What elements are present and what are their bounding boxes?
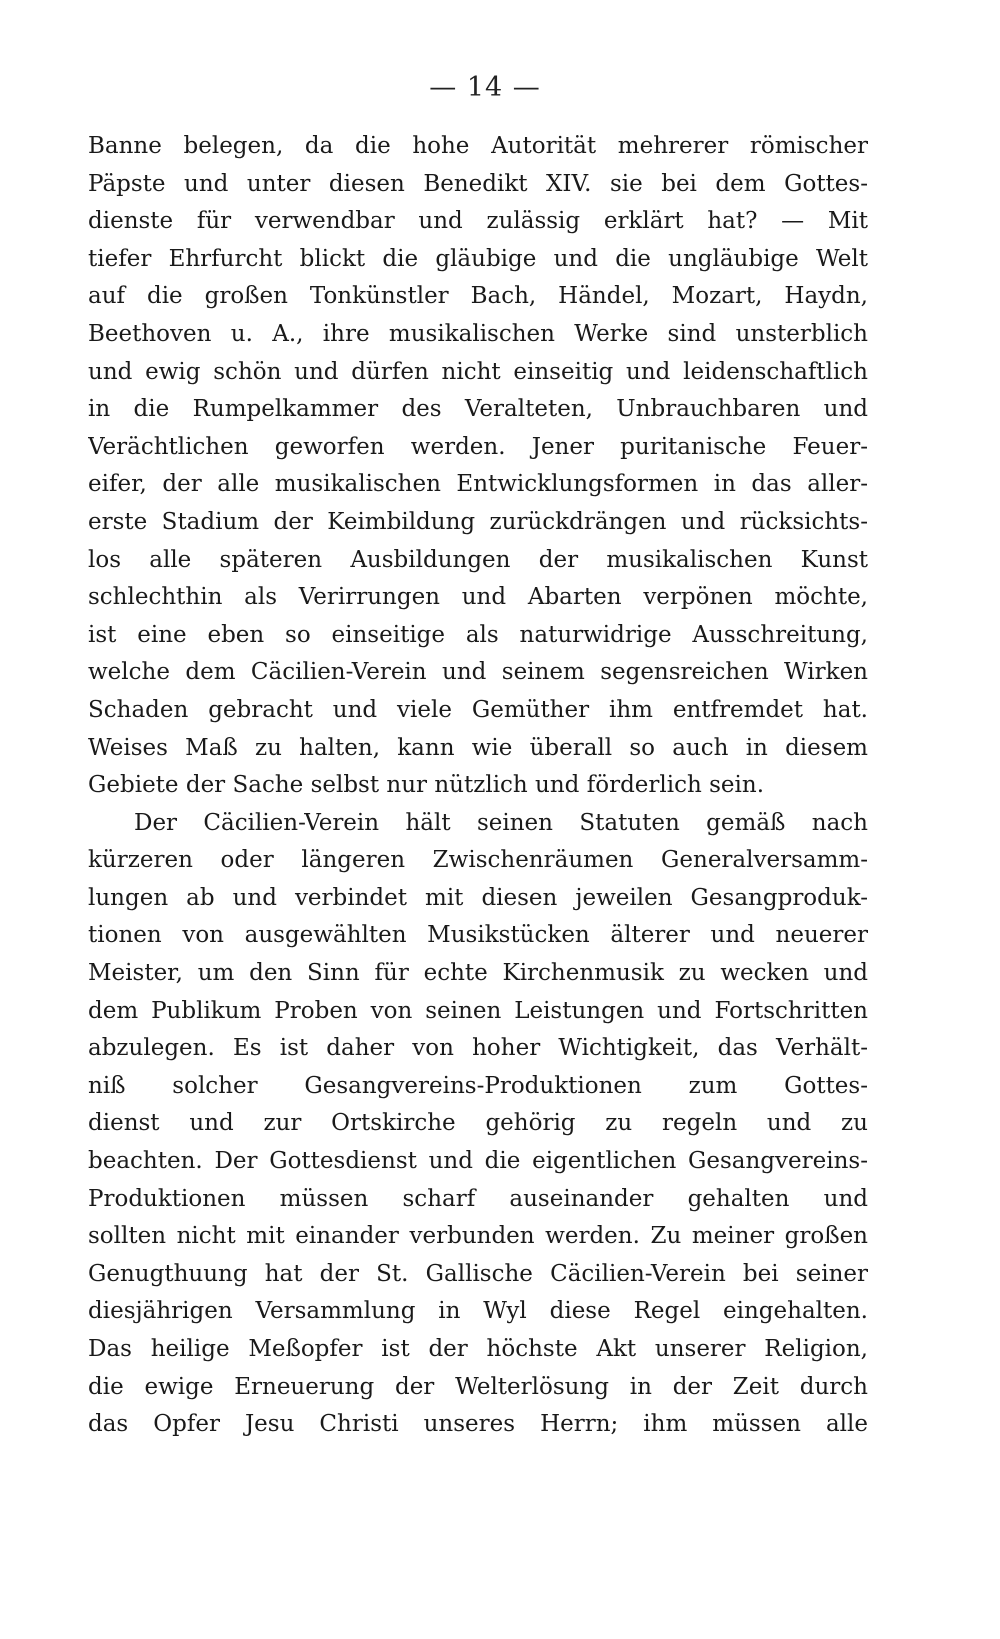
- text-line: ist eine eben so einseitige als naturwidrige Ausschreitung,: [88, 621, 868, 648]
- text-line: Schaden gebracht und viele Gemüther ihm entfremdet hat.: [88, 696, 868, 723]
- text-line: eifer, der alle musikalischen Entwicklungsformen in das aller-: [88, 471, 868, 498]
- text-line: Meister, um den Sinn für echte Kirchenmusik zu wecken und: [88, 960, 868, 987]
- body-text: [88, 128, 868, 1444]
- text-line: niß solcher Gesangvereins-Produktionen zum Gottes-: [88, 1072, 868, 1099]
- text-line: dienste für verwendbar und zulässig erklärt hat? — Mit: [88, 208, 868, 235]
- text-line: beachten. Der Gottesdienst und die eigentlichen Gesangvereins-: [88, 1148, 868, 1175]
- text-line: diesjährigen Versammlung in Wyl diese Regel eingehalten.: [88, 1298, 868, 1325]
- text-line: Päpste und unter diesen Benedikt XIV. sie bei dem Gottes-: [88, 170, 868, 197]
- text-line: lungen ab und verbindet mit diesen jeweilen Gesangproduk-: [88, 884, 868, 911]
- text-line: tionen von ausgewählten Musikstücken älterer und neuerer: [88, 922, 868, 949]
- page-number: — 14 —: [429, 72, 541, 103]
- text-line: tiefer Ehrfurcht blickt die gläubige und die ungläubige Welt: [88, 245, 868, 272]
- text-line: dem Publikum Proben von seinen Leistungen und Fortschritten: [88, 997, 868, 1024]
- text-line: Beethoven u. A., ihre musikalischen Werke sind unsterblich: [88, 320, 868, 347]
- text-line: Gebiete der Sache selbst nur nützlich und förderlich sein.: [88, 772, 765, 799]
- text-line: in die Rumpelkammer des Veralteten, Unbrauchbaren und: [88, 396, 868, 423]
- text-line: los alle späteren Ausbildungen der musikalischen Kunst: [88, 546, 868, 573]
- text-line: Verächtlichen geworfen werden. Jener puritanische Feuer-: [88, 433, 868, 460]
- text-line: kürzeren oder längeren Zwischenräumen Generalversamm-: [88, 847, 868, 874]
- text-line: Das heilige Meßopfer ist der höchste Akt unserer Religion,: [88, 1336, 868, 1362]
- text-line: Genugthuung hat der St. Gallische Cäcilien-Verein bei seiner: [88, 1260, 868, 1287]
- text-line: die ewige Erneuerung der Welterlösung in der Zeit durch: [88, 1373, 868, 1400]
- text-line: Banne belegen, da die hohe Autorität mehrerer römischer: [88, 133, 868, 159]
- text-line: sollten nicht mit einander verbunden werden. Zu meiner großen: [88, 1223, 868, 1250]
- text-line: auf die großen Tonkünstler Bach, Händel, Mozart, Haydn,: [88, 283, 868, 310]
- text-line: welche dem Cäcilien-Verein und seinem segensreichen Wirken: [88, 659, 868, 686]
- text-line: erste Stadium der Keimbildung zurückdrängen und rücksichts-: [88, 508, 868, 535]
- text-line: abzulegen. Es ist daher von hoher Wichtigkeit, das Verhält-: [88, 1035, 868, 1062]
- text-line: das Opfer Jesu Christi unseres Herrn; ihm müssen alle: [88, 1411, 868, 1438]
- text-line: Weises Maß zu halten, kann wie überall so auch in diesem: [88, 734, 868, 761]
- text-line: schlechthin als Verirrungen und Abarten verpönen möchte,: [88, 584, 868, 611]
- text-line: dienst und zur Ortskirche gehörig zu regeln und zu: [88, 1110, 868, 1137]
- text-line: und ewig schön und dürfen nicht einseitig und leidenschaftlich: [88, 358, 868, 385]
- paragraph-first-line: Der Cäcilien-Verein hält seinen Statuten gemäß nach: [134, 809, 868, 836]
- text-line: Produktionen müssen scharf auseinander gehalten und: [88, 1185, 868, 1212]
